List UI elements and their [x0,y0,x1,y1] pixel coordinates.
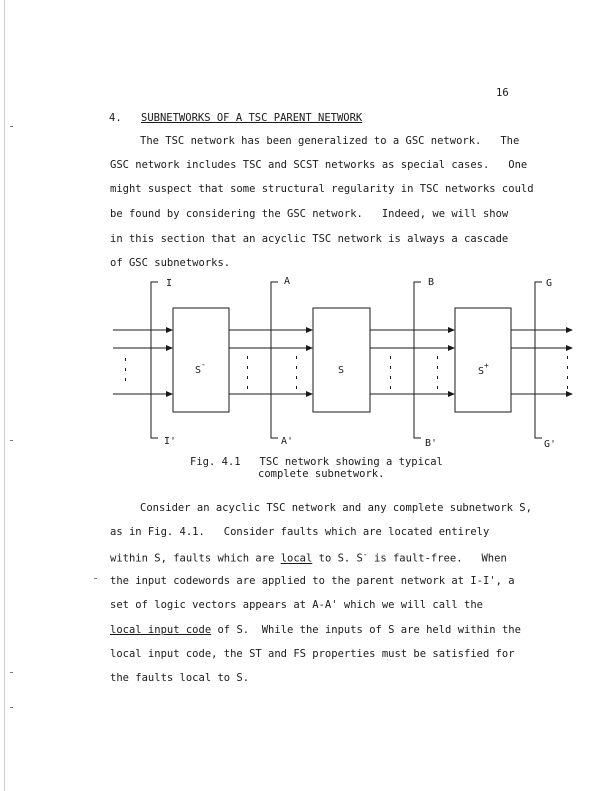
cut-label-top: A [284,276,291,287]
paragraph-line: the input codewords are applied to the parent network at I-I', a [110,575,515,587]
ellipsis-dots [125,358,126,361]
ellipsis-dots [437,356,438,359]
cut-line-a [271,282,278,438]
box-label: S+ [478,361,489,377]
cut-line-g [535,282,542,438]
paragraph-line: within S, faults which are local to S. S- is fault-free. When [110,550,507,565]
paragraph-line: set of logic vectors appears at A-A' which we will call the [110,599,483,611]
paragraph-line: local input code, the ST and FS properties must be satisfied for [110,648,515,660]
figure-caption [190,456,443,480]
paragraph-line: GSC network includes TSC and SCST networks as special cases. One [110,159,528,171]
section-title: SUBNETWORKS OF A TSC PARENT NETWORK [141,112,363,124]
term-local: local [280,552,313,565]
paragraph-line: as in Fig. 4.1. Consider faults which are located entirely [110,526,490,538]
ellipsis-dots [296,356,297,359]
cut-label-bottom: G' [544,439,557,450]
paragraph-line: local input code of S. While the inputs of S are held within the [110,624,521,636]
box-label: S- [195,360,206,376]
cut-label-bottom: A' [281,436,294,447]
cut-line-b [414,282,421,438]
ellipsis-dots [390,356,391,359]
box-s [313,308,370,412]
box-s-plus [455,308,511,412]
cut-label-bottom: I' [164,436,177,447]
paragraph-line: The TSC network has been generalized to a GSC network. The [140,135,520,147]
paragraph-line: of GSC subnetworks. [110,257,231,269]
ellipsis-dots [247,356,248,359]
section-number: 4. [109,112,122,124]
cut-line-i [151,282,158,438]
cut-label-top: G [546,278,553,289]
cut-label-bottom: B' [425,438,438,449]
term-local-input-code: local input code [110,624,212,636]
caption-number: Fig. 4.1 [190,456,241,468]
caption-line: complete subnetwork. [258,468,385,480]
box-label: S [338,365,345,376]
page-number: 16 [496,87,509,99]
cut-label-top: I [166,278,173,289]
ellipsis-dots [567,356,568,359]
paragraph-line: the faults local to S. [110,672,250,684]
paragraph-line: be found by considering the GSC network. Indeed, we will show [110,208,509,220]
cut-label-top: B [428,277,435,288]
paragraph-line: in this section that an acyclic TSC network is always a cascade [110,233,509,245]
paragraph-line: Consider an acyclic TSC network and any complete subnetwork S, [140,502,532,514]
caption-line: TSC network showing a typical [259,456,443,468]
paragraph-line: might suspect that some structural regularity in TSC networks could [110,183,534,195]
